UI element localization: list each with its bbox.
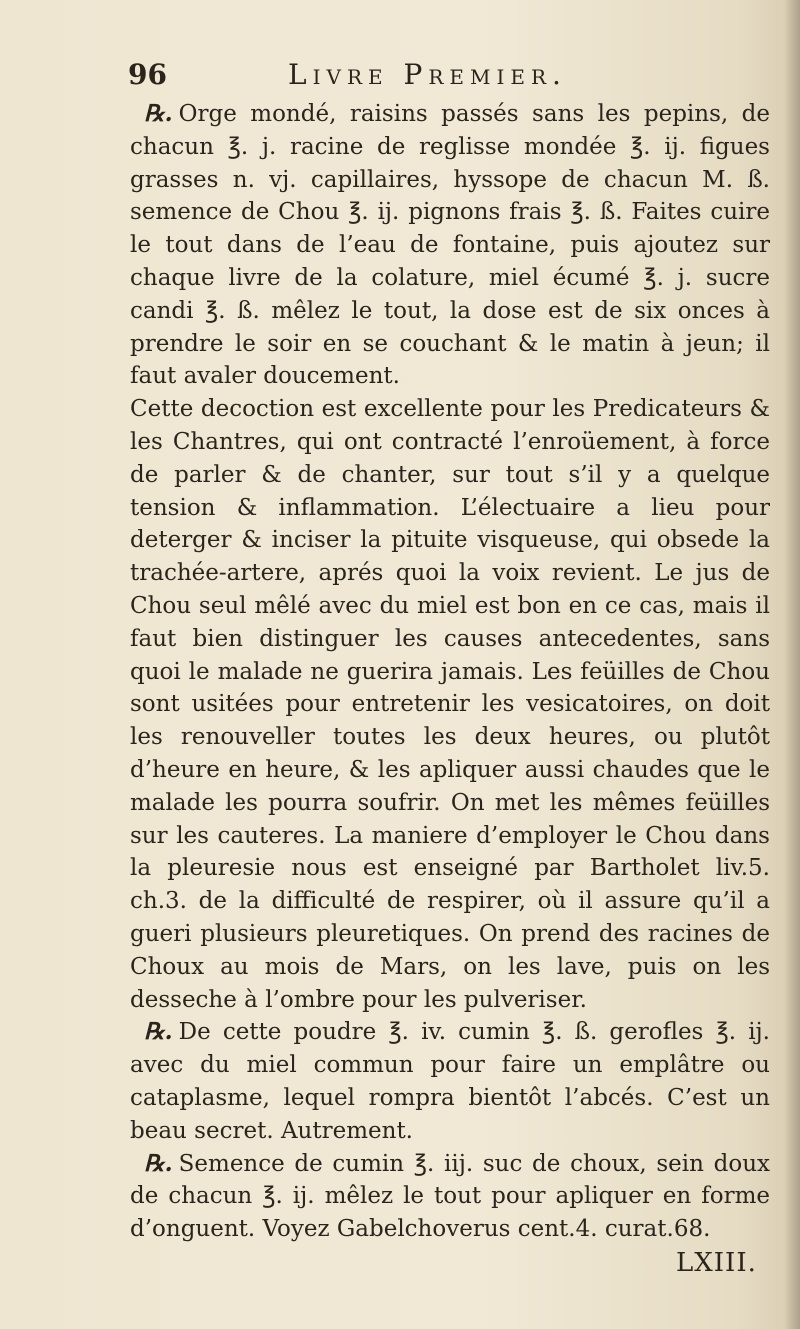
- commentary-paragraph: Cette decoction est excellente pour les Predicateurs & les Chantres, qui ont contracté l’enroüement, à force de parler & de chanter, sur tout s’il y a quelque tension & inflammation. L’électuaire a lieu pour deterger & inciser la pituite visqueuse, qui obsede la trachée-artere, aprés quoi la voix revient. Le jus de Chou seul mêlé avec du miel est bon en ce cas, mais il faut bien distinguer les causes antecedentes, sans quoi le malade ne guerira jamais. Les feüilles de Chou sont usitées pour entretenir les vesicatoires, on doit les renouveller toutes les deux heures, ou plutôt d’heure en heure, & les apliquer aussi chaudes que le malade les pourra soufrir. On met les mêmes feüilles sur les cauteres. La maniere d’employer le Chou dans la pleuresie nous est enseigné par Bartholet liv.5. ch.3. de la difficulté de respirer, où il assure qu’il a gueri plusieurs pleuretiques. On prend des racines de Choux au mois de Mars, on les lave, puis on les desseche à l’ombre pour les pulveriser.: [130, 396, 770, 1013]
- recipe-symbol: ℞.: [144, 1018, 173, 1046]
- body-text: [130, 98, 770, 1246]
- recipe-text-2: De cette poudre ℥. iv. cumin ℥. ß. gerofles ℥. ij. avec du miel commun pour faire un emplâtre ou cataplasme, lequel rompra bientôt l’abcés. C’est un beau secret. Autrement.: [130, 1019, 770, 1144]
- recipe-text-3: Semence de cumin ℥. iij. suc de choux, sein doux de chacun ℥. ij. mêlez le tout pour apliquer en forme d’onguent. Voyez Gabelchoverus cent.4. curat.68.: [130, 1150, 770, 1243]
- recipe-paragraph-2: [130, 1016, 770, 1147]
- recipe-text-1: Orge mondé, raisins passés sans les pepins, de chacun ℥. j. racine de reglisse mondée ℥. ij. figues grasses n. vj. capillaires, hyssope de chacun M. ß. semence de Chou ℥. ij. pignons frais ℥. ß. Faites cuire le tout dans de l’eau de fontaine, puis ajoutez sur chaque livre de la colature, miel écumé ℥. j. sucre candi ℥. ß. mêlez le tout, la dose est de six onces à prendre le soir en se couchant & le matin à jeun; il faut avaler doucement.: [130, 101, 770, 390]
- running-title: Livre Premier.: [288, 58, 567, 91]
- catchword: LXIII.: [676, 1248, 757, 1278]
- recipe-symbol: ℞.: [144, 1149, 173, 1177]
- page-header: [128, 58, 668, 98]
- recipe-paragraph-1: [130, 98, 770, 393]
- page-number: 96: [128, 58, 167, 91]
- page-edge-shadow: [784, 0, 800, 1329]
- recipe-paragraph-3: [130, 1148, 770, 1246]
- recipe-symbol: ℞.: [144, 100, 173, 127]
